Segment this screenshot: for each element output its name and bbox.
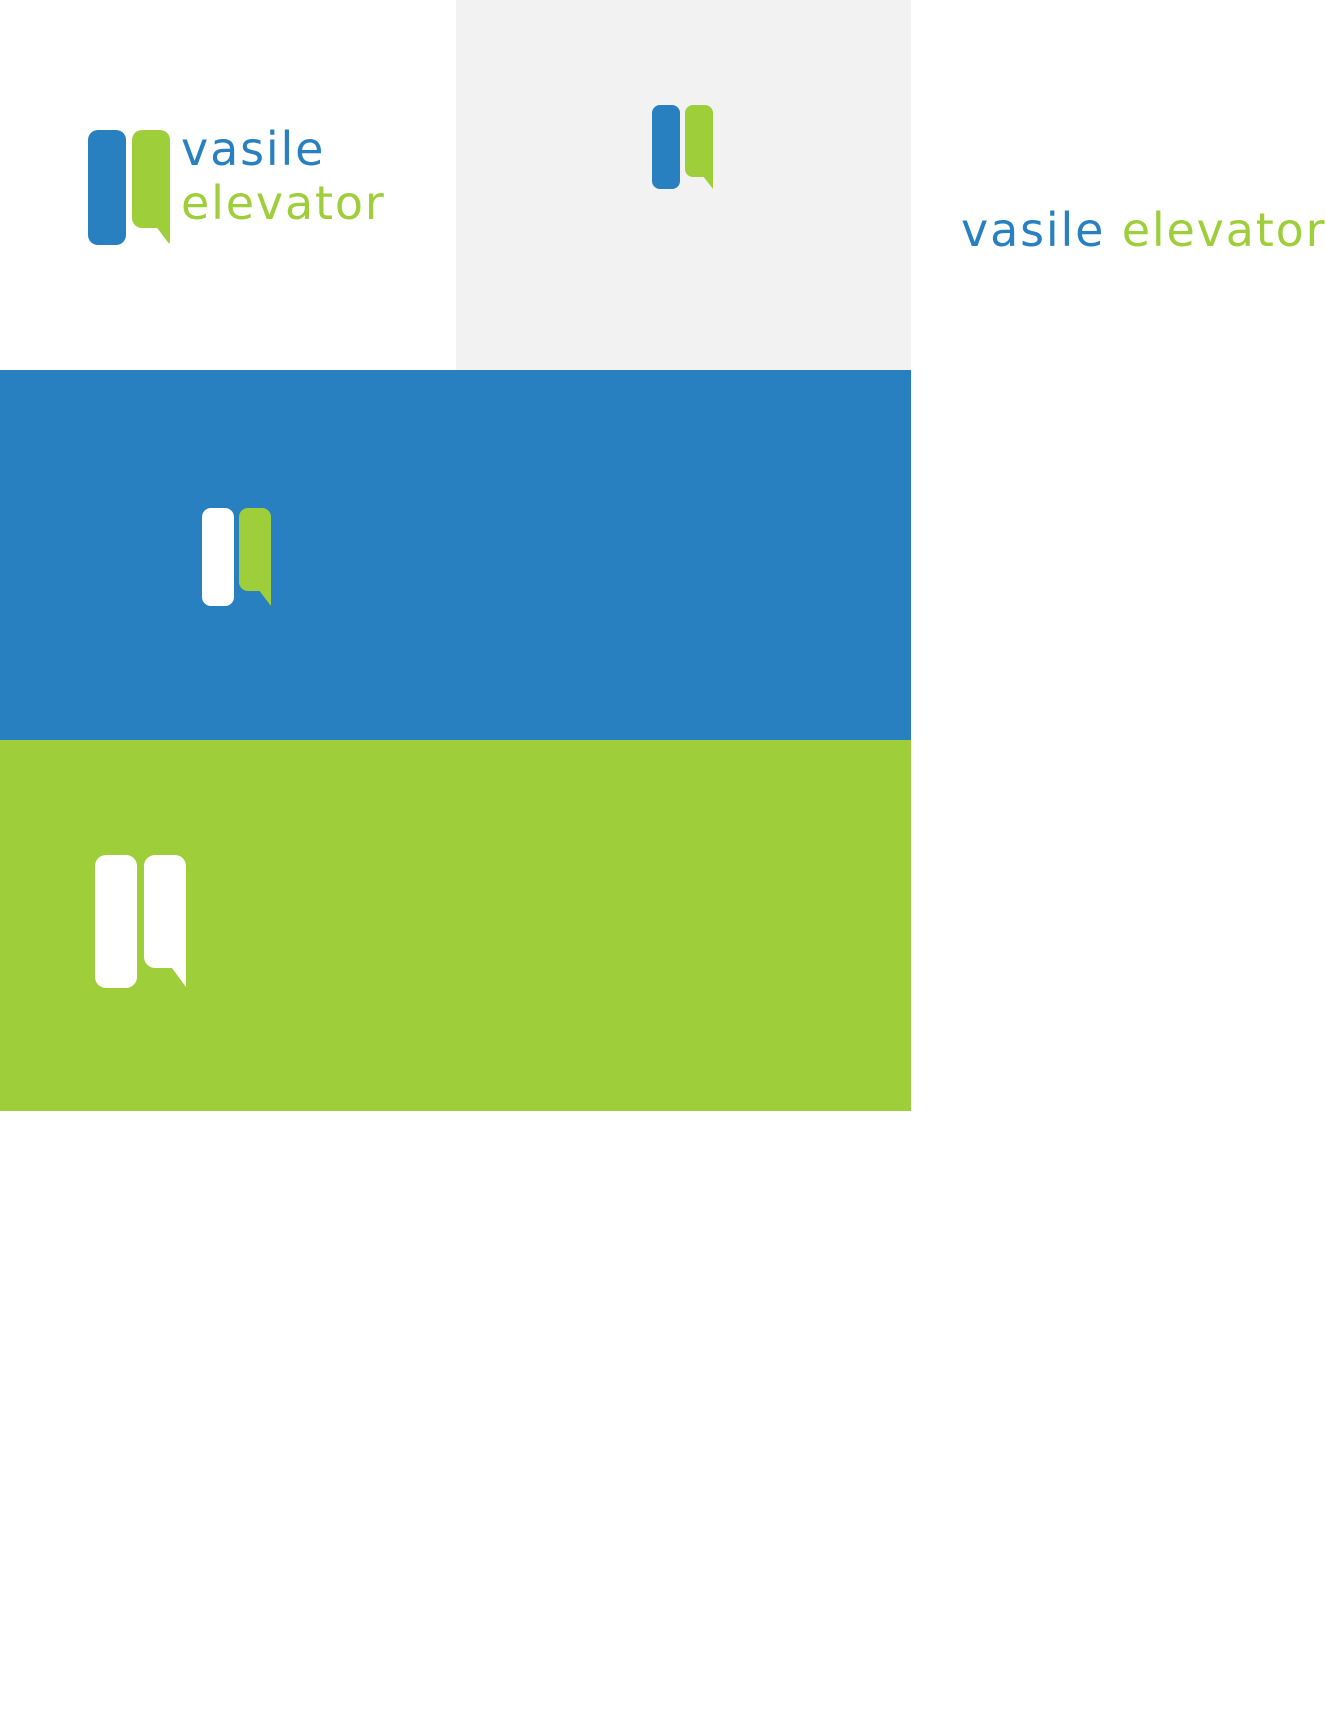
logo-mark-green-panel	[95, 855, 190, 988]
wordmark-stacked-line-two: elevator	[181, 176, 386, 230]
mark-white-bar-secondary	[144, 855, 186, 968]
mark-blue-bar	[88, 130, 126, 245]
wordmark-horizontal-grey	[961, 203, 1326, 257]
mark-green-bar	[132, 130, 170, 228]
mark-green-bar	[239, 508, 271, 591]
logo-mark-grey-panel	[652, 105, 718, 189]
mark-green-bar	[685, 105, 713, 177]
panel-white-background	[0, 0, 456, 370]
panel-light-grey-background	[456, 0, 1326, 370]
wordmark-stacked-line-one: vasile	[181, 122, 326, 176]
logo-mark-stacked	[88, 130, 174, 245]
mark-blue-bar	[652, 105, 680, 189]
mark-white-bar	[202, 508, 234, 606]
description-text: it's simple visual design of elevator with up and down arrows enhancing the look an feel by designing smooth corner following visual consistency with logo mark. simple yet upmarket logo for our business use.	[237, 1600, 826, 1728]
mark-white-bar	[95, 855, 137, 988]
logo-mark-blue-panel	[202, 508, 274, 606]
panel-blue-background	[0, 370, 911, 740]
panel-green-background	[0, 740, 911, 1728]
mark-white-arrow-tail	[166, 960, 186, 987]
wordmark-stacked	[181, 122, 386, 230]
wordmark-grey-word-one: vasile	[961, 203, 1106, 257]
wordmark-grey-word-two: elevator	[1121, 203, 1326, 257]
